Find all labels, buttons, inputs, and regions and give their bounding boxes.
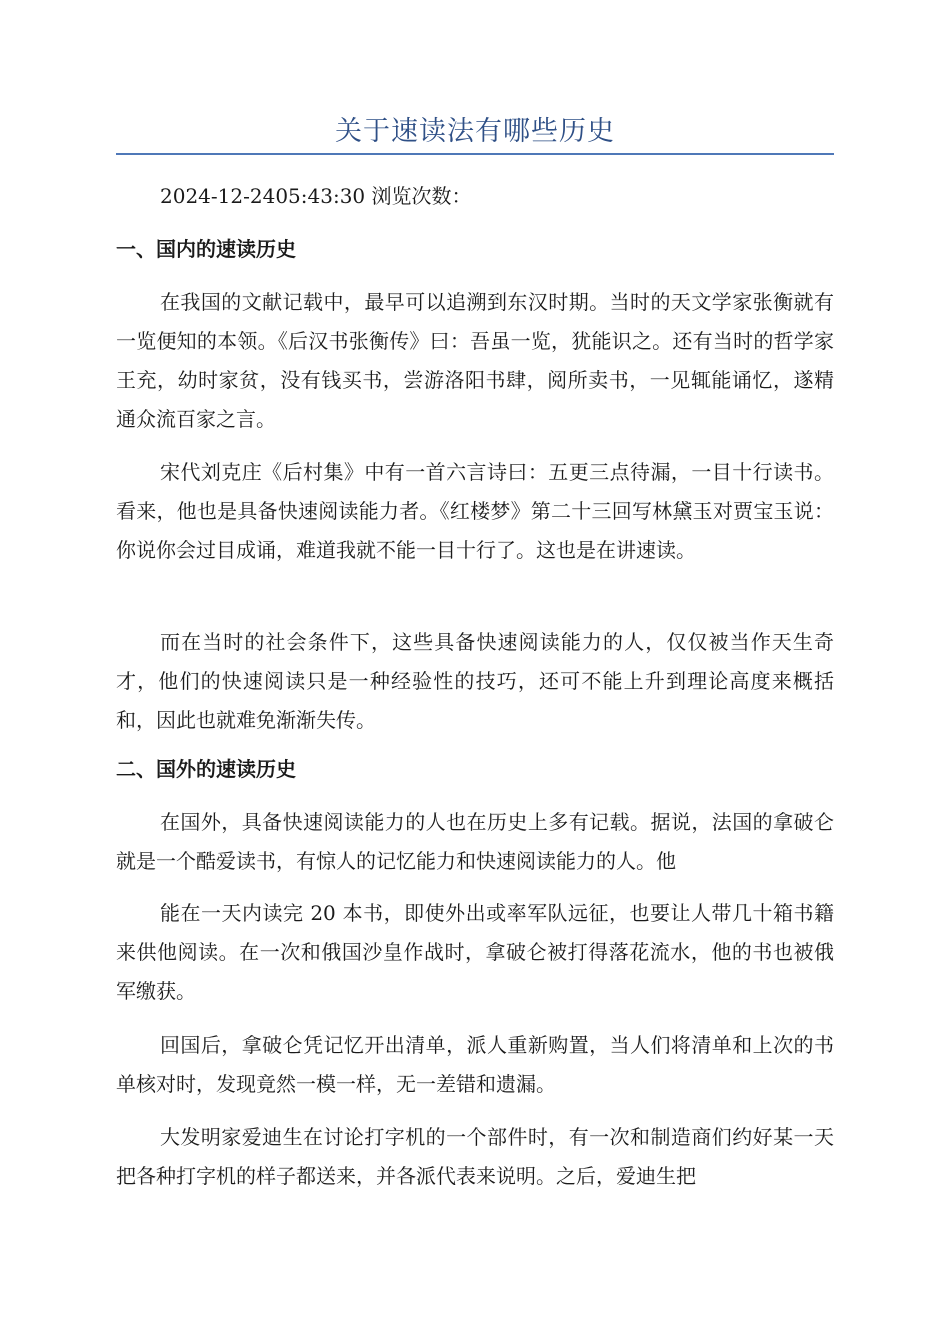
paragraph: 而在当时的社会条件下，这些具备快速阅读能力的人，仅仅被当作天生奇才，他们的快速阅读只是一种经验性的技巧，还可不能上升到理论高度来概括和，因此也就难免渐渐失传。	[116, 630, 834, 732]
section-heading-domestic: 一、国内的速读历史	[116, 237, 296, 261]
paragraph: 在我国的文献记载中，最早可以追溯到东汉时期。当时的天文学家张衡就有一览便知的本领。《后汉书张衡传》曰：吾虽一览，犹能识之。还有当时的哲学家王充，幼时家贫，没有钱买书，尝游洛阳书肆，阅所卖书，一见辄能诵忆，遂精通众流百家之言。	[116, 290, 834, 431]
title-underline	[116, 153, 834, 155]
document-title: 关于速读法有哪些历史	[335, 116, 615, 147]
paragraph: 在国外，具备快速阅读能力的人也在历史上多有记载。据说，法国的拿破仑就是一个酷爱读书，有惊人的记忆能力和快速阅读能力的人。他	[116, 810, 834, 873]
publish-meta: 2024-12-2405:43:30 浏览次数：	[160, 184, 472, 208]
paragraph: 能在一天内读完 20 本书，即使外出或率军队远征，也要让人带几十箱书籍来供他阅读。在一次和俄国沙皇作战时，拿破仑被打得落花流水，他的书也被俄军缴获。	[116, 901, 834, 1003]
paragraph: 回国后，拿破仑凭记忆开出清单，派人重新购置，当人们将清单和上次的书单核对时，发现竟然一模一样，无一差错和遗漏。	[116, 1033, 834, 1096]
paragraph: 大发明家爱迪生在讨论打字机的一个部件时，有一次和制造商们约好某一天把各种打字机的样子都送来，并各派代表来说明。之后，爱迪生把	[116, 1125, 834, 1188]
paragraph: 宋代刘克庄《后村集》中有一首六言诗曰：五更三点待漏，一目十行读书。看来，他也是具备快速阅读能力者。《红楼梦》第二十三回写林黛玉对贾宝玉说：你说你会过目成诵，难道我就不能一目十行了。这也是在讲速读。	[116, 460, 834, 562]
section-heading-foreign: 二、国外的速读历史	[116, 757, 296, 781]
